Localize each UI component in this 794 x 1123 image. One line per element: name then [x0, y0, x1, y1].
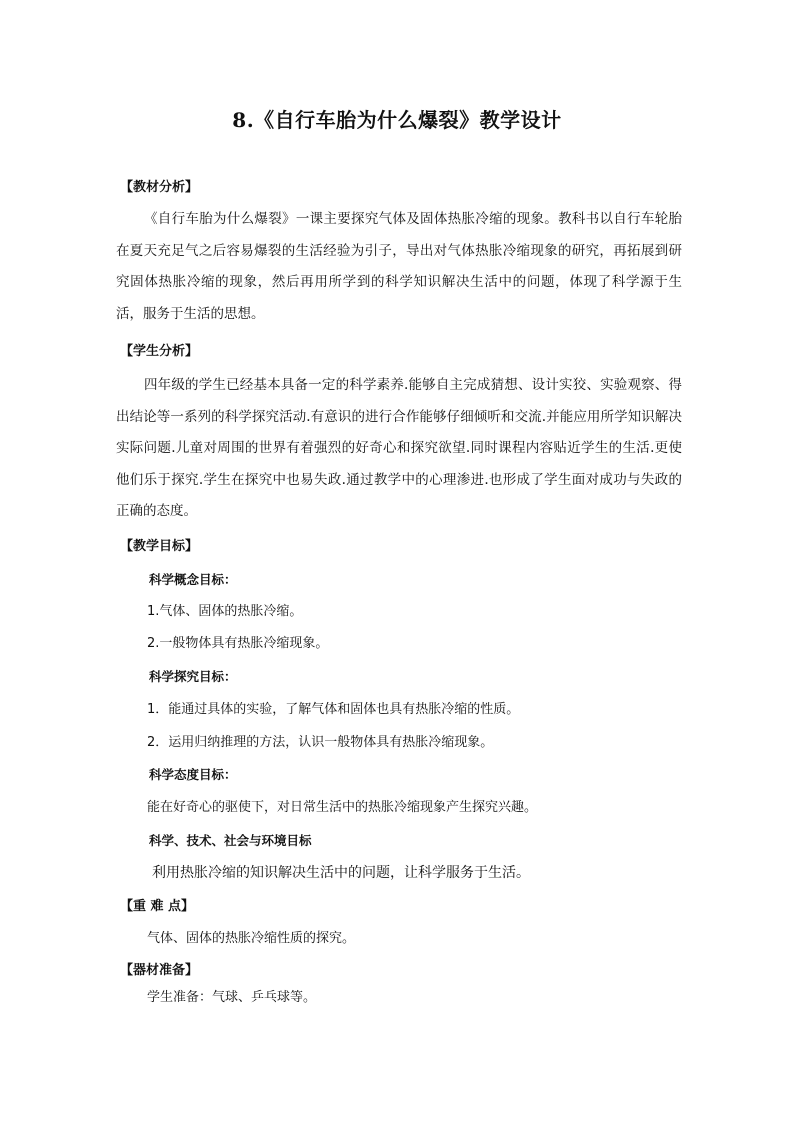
- textbook-analysis-paragraph: 《自行车胎为什么爆裂》一课主要探究气体及固体热胀冷缩的现象。教科书以自行车轮胎在夏天充足气之后容易爆裂的生活经验为引子，导出对气体热胀冷缩现象的研究，再拓展到研究固体热胀冷缩的现象，然后再用所学到的科学知识解决生活中的问题，体现了科学源于生活，服务于生活的思想。: [116, 211, 682, 322]
- materials-text: 学生准备：气球、乒乓球等。: [147, 990, 317, 1005]
- attitude-goal-item: 能在好奇心的驱使下，对日常生活中的热胀冷缩现象产生探究兴趣。: [147, 800, 538, 815]
- concept-goal-item: 2.一般物体具有热胀冷缩现象。: [147, 636, 329, 651]
- sts-goals-heading: 科学、技术、社会与环境目标: [149, 833, 312, 848]
- sts-goal-item: 利用热胀冷缩的知识解决生活中的问题，让科学服务于生活。: [152, 865, 530, 881]
- section-heading-materials: 【器材准备】: [120, 963, 199, 978]
- inquiry-goals-heading: 科学探究目标：: [149, 669, 237, 684]
- section-heading-textbook-analysis: 【教材分析】: [120, 180, 199, 195]
- section-heading-teaching-goals: 【教学目标】: [120, 539, 199, 554]
- key-points-text: 气体、固体的热胀冷缩性质的探究。: [147, 931, 356, 946]
- concept-goals-heading: 科学概念目标：: [149, 572, 237, 587]
- student-analysis-paragraph: 四年级的学生已经基本具备一定的科学素养.能够自主完成猜想、设计实狡、实验观察、得出结论等一系列的科学探究活动.有意识的进行合作能够仔细倾听和交流.并能应用所学知识解决实际问题.儿童对周围的世界有着强烈的好奇心和探究欲望.同时课程内容贴近学生的生活.更使他们乐于探究.学生在探究中也易失政.通过教学中的心理渗进.也形成了学生面对成功与失政的正确的态度。: [116, 377, 682, 519]
- attitude-goals-heading: 科学态度目标：: [149, 767, 237, 782]
- section-heading-key-points: 【重 难 点】: [120, 899, 195, 914]
- inquiry-goal-item: 1．能通过具体的实验，了解气体和固体也具有热胀冷缩的性质。: [147, 702, 520, 717]
- concept-goal-item: 1.气体、固体的热胀冷缩。: [147, 604, 303, 619]
- section-heading-student-analysis: 【学生分析】: [120, 344, 199, 359]
- inquiry-goal-item: 2．运用归纳推理的方法，认识一般物体具有热胀冷缩现象。: [147, 735, 494, 750]
- document-title: 8.《自行车胎为什么爆裂》教学设计: [232, 108, 562, 132]
